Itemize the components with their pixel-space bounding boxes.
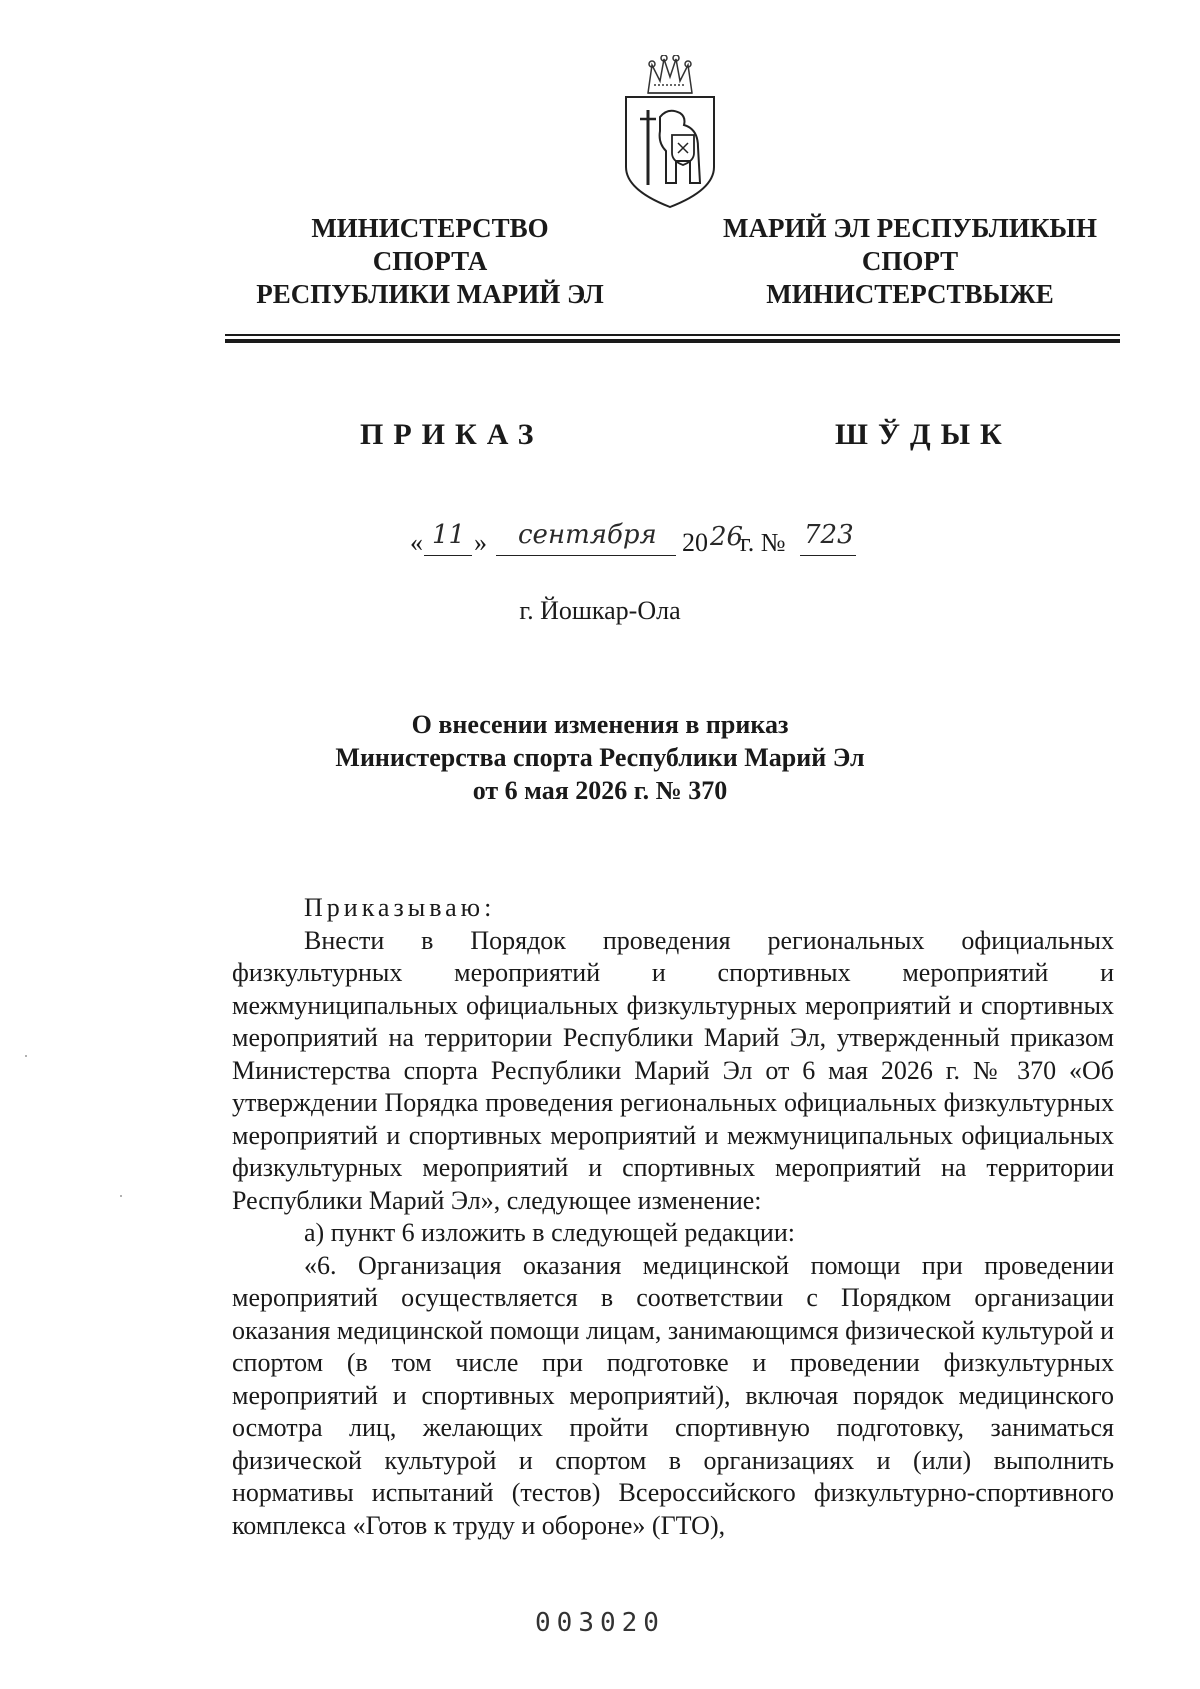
date-year-label: г. № — [740, 528, 786, 557]
ministry-name-mari-line1: МАРИЙ ЭЛ РЕСПУБЛИКЫН — [723, 213, 1097, 243]
order-date-line — [410, 520, 930, 566]
item-a: а) пункт 6 изложить в следующей редакции: — [304, 1218, 795, 1247]
ministry-name-ru-line1: МИНИСТЕРСТВО — [311, 213, 549, 243]
coat-of-arms-icon — [620, 55, 720, 215]
document-title-line1: О внесении изменения в приказ — [411, 710, 789, 739]
date-year-suffix: 26 — [710, 522, 744, 552]
date-year-prefix: 20 — [682, 528, 708, 557]
date-open-quote: « — [410, 528, 423, 557]
ministry-name-mari-line3: МИНИСТЕРСТВЫЖЕ — [766, 279, 1054, 309]
form-serial-stamp: 003020 — [535, 1608, 665, 1638]
order-title-mari: ШЎДЫК — [835, 418, 1012, 451]
paragraph-amendment: Внести в Порядок проведения региональных официальных физкультурных мероприятий и спортивных мероприятий и межмуниципальных официальных физкультурных мероприятий и спортивных мероприятий на территории Республики Марий Эл, утвержденный приказом Министерства спорта Республики Марий Эл от 6 мая 2026 г. № 370 «Об утверждении Порядка проведения региональных официальных физкультурных мероприятий и спортивных мероприятий и межмуниципальных официальных физкультурных мероприятий и спортивных мероприятий на территории Республики Марий Эл», следующее изменение: — [232, 925, 1114, 1215]
order-title-ru: ПРИКАЗ — [360, 418, 544, 451]
document-title — [0, 708, 1200, 807]
order-city: г. Йошкар-Ола — [519, 596, 681, 625]
header-divider-thick — [225, 339, 1120, 343]
ministry-name-mari — [700, 212, 1120, 311]
document-title-line3: от 6 мая 2026 г. № 370 — [472, 776, 728, 805]
date-day: 11 — [432, 520, 466, 550]
ministry-name-mari-line2: СПОРТ — [861, 246, 959, 276]
order-number-underline — [800, 555, 856, 556]
ministry-name-ru-line3: РЕСПУБЛИКИ МАРИЙ ЭЛ — [256, 279, 604, 309]
date-month-underline — [496, 555, 676, 556]
scan-speck — [25, 1055, 27, 1057]
order-number: 723 — [804, 520, 854, 550]
header-divider-thin — [225, 334, 1120, 336]
document-body — [232, 892, 1114, 1542]
ministry-name-ru — [240, 212, 620, 311]
date-month: сентября — [518, 520, 657, 550]
scan-speck — [120, 1195, 122, 1197]
order-word: Приказываю: — [304, 893, 496, 922]
ministry-name-ru-line2: СПОРТА — [372, 246, 488, 276]
date-close-quote: » — [474, 528, 487, 557]
date-day-underline — [424, 555, 472, 556]
document-title-line2: Министерства спорта Республики Марий Эл — [335, 743, 865, 772]
paragraph-new-wording: «6. Организация оказания медицинской помощи при проведении мероприятий осуществляется в соответствии с Порядком организации оказания медицинской помощи лицам, занимающимся физической культурой и спортом (в том числе при подготовке и проведении физкультурных мероприятий и спортивных мероприятий), включая порядок медицинского осмотра лиц, желающих пройти спортивную подготовку, заниматься физической культурой и спортом в организациях и (или) выполнить нормативы испытаний (тестов) Всероссийского физкультурно-спортивного комплекса «Готов к труду и обороне» (ГТО), — [232, 1250, 1114, 1540]
